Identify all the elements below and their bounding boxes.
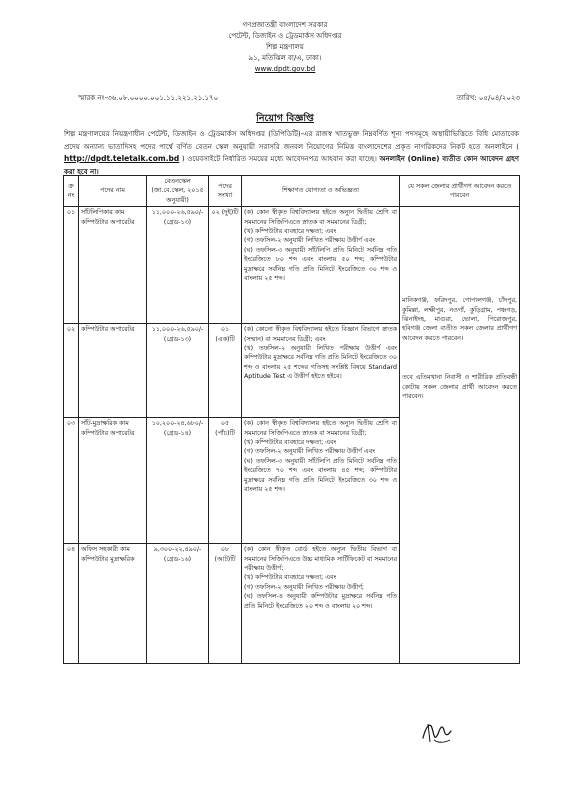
signature-mark	[420, 716, 454, 746]
table-header-row	[64, 176, 520, 207]
row-post: সাঁট-মুদ্রাক্ষরিক কাম কম্পিউটার অপারেটর	[79, 418, 147, 544]
qualification-item: (ঘ) তফসিল-৪ অনুযায়ী কম্পিউটার মুদ্রাক্ষরে সর্বনিম্ন গতি প্রতি মিনিটে ইংরেজিতে ২০ শব্দ ও বাংলায় ২০ শব্দ।	[244, 593, 397, 610]
qualification-item: (খ) কম্পিউটার ব্যবহারে দক্ষতা; এবং	[244, 439, 337, 447]
job-table	[63, 175, 520, 664]
row-qualification	[242, 418, 400, 544]
office-header	[0, 20, 570, 75]
header-line-address: ৯১, মতিঝিল বা/এ, ঢাকা।	[248, 54, 322, 62]
intro-text: শিল্প মন্ত্রণালয়ের নিয়ন্ত্রণাধীন পেটেন্ট, ডিজাইন ও ট্রেডমার্কস অধিদপ্তর (ডিপিডিটি)-এর রাজস্ব খাতভুক্ত নিম্নবর্ণিত শূন্য পদসমূহে অস্থায়ীভিত্তিতে বিধি মোতাবেক প্রদেয় অন্যান্য ভাতাদিসহ পদের পার্শ্বে বর্ণিত বেতন স্কেল অনুযায়ী সরাসরি জনবল নিয়োগের নিমিত্ত বাংলাদেশের প্রকৃত নাগরিকদের নিকট হতে অনলাইনে (	[64, 130, 519, 151]
header-count: পদের সংখ্যা	[209, 176, 242, 207]
qualification-item: (ঘ) তফসিল-৩ অনুযায়ী সাঁটলিপি প্রতি মিনিটে সর্বনিম্ন গতি ইংরেজিতে ৮০ শব্দ এবং বাংলায় ৫০ শব্দ; কম্পিউটার মুদ্রাক্ষরে সর্বনিম্ন গতি প্রতি মিনিটে ইংরেজিতে ৩০ শব্দ ও বাংলায় ২৫ শব্দ।	[244, 246, 397, 283]
qualification-item: (খ) কম্পিউটার ব্যবহারে দক্ষতা; এবং	[244, 228, 337, 236]
memo-date: তারিখ: ০৫/০৪/২০২৩	[456, 94, 520, 102]
row-post: সাঁটলিপিকার কাম কম্পিউটার অপারেটর	[79, 207, 147, 324]
qualification-item: (ঘ) তফসিল-৩ অনুযায়ী সাঁটলিপি প্রতি মিনিটে সর্বনিম্ন গতি ইংরেজিতে ৭০ শব্দ এবং বাংলায় ৪৫ শব্দ; কম্পিউটার মুদ্রাক্ষরে সর্বনিম্ন গতি প্রতি মিনিটে ইংরেজিতে ৩০ শব্দ ও বাংলায় ২৫ শব্দ।	[244, 457, 397, 494]
intro-paragraph	[64, 128, 519, 178]
row-scale: ১০,২০০-২৪,৬৮০/- (গ্রেড-১৪)	[147, 418, 209, 544]
row-qualification	[242, 207, 400, 324]
qualification-item: (খ) কম্পিউটার ব্যবহারে দক্ষতা; এবং	[244, 574, 337, 582]
row-serial: ০৪	[64, 544, 79, 664]
qualification-item: (গ) তফসিল-২ অনুযায়ী লিখিত পরীক্ষায় উত্তীর্ণ এবং	[244, 237, 375, 245]
row-post: অফিস সহকারী কাম কম্পিউটার মুদ্রাক্ষরিক	[79, 544, 147, 664]
qualification-item: (গ) তফসিল-২ অনুযায়ী লিখিত পরীক্ষায় উত্তীর্ণ;	[244, 583, 365, 591]
header-line-department: পেটেন্ট, ডিজাইন ও ট্রেডমার্কস অধিদপ্তর	[228, 32, 342, 40]
row-qualification	[242, 324, 400, 418]
row-scale: ১১,০০০-২৬,৫৯০/- (গ্রেড-১৩)	[147, 324, 209, 418]
eligible-districts-cell	[400, 207, 520, 664]
notice-title: নিয়োগ বিজ্ঞপ্তি	[256, 113, 314, 124]
online-only-note: অনলাইন (Online) ব্যতীত কোন আবেদন গ্রহণ করা হবে না।	[64, 155, 519, 176]
memo-number: স্মারক নং-৩৬.০৮.০০০০.০০১.১১.২২১.২১.১৭০	[78, 94, 219, 102]
header-scale: বেতনস্কেল (জা.বে.স্কেল, ২০১৫ অনুযায়ী)	[147, 176, 209, 207]
row-serial: ০২	[64, 324, 79, 418]
website-link[interactable]: www.dpdt.gov.bd	[254, 65, 316, 73]
qualification-item: (খ) তফসিল-২ অনুযায়ী লিখিত পরীক্ষায় উত্তীর্ণ এবং কম্পিউটার মুদ্রাক্ষরে সর্বনিম্ন গতি প্রতি মিনিটে ইংরেজিতে ৩০ শব্দ ও বাংলায় ২৫ শব্দের গতিসহ সংশ্লিষ্ট বিষয়ে Standard Aptitude Test এ উত্তীর্ণ হইতে হইবে।	[244, 345, 397, 381]
memo-row	[78, 92, 520, 104]
row-scale: ৯,৩০০-২২,৪৯০/- (গ্রেড-১৬)	[147, 544, 209, 664]
eligible-districts: মানিকগঞ্জ, ফরিদপুর, গোপালগঞ্জ, চাঁদপুর, কুমিল্লা, লক্ষীপুর, নওগাঁ, কুড়িগ্রাম, পঞ্চগড়, ঝিনাইদহ, মাগুরা, ভোলা, পিরোজপুর, হবিগঞ্জ জেলা ব্যতীত সকল জেলার প্রার্থীগণ আবেদন করতে পারবেন।	[402, 297, 517, 342]
row-post: কম্পিউটার অপারেটর	[79, 324, 147, 418]
row-count: ০৮ (আট)টি	[209, 544, 242, 664]
qualification-item: (ক) কোন স্বীকৃত বিশ্ববিদ্যালয় হইতে অন্যুন দ্বিতীয় শ্রেণি বা সমমানের সিজিপিএতে স্নাতক বা সমমানের ডিগ্রী;	[244, 209, 397, 226]
row-count: ০১ (এক)টি	[209, 324, 242, 418]
row-count: ০৫ (পাঁচ)টি	[209, 418, 242, 544]
header-line-government: গণপ্রজাতন্ত্রী বাংলাদেশ সরকার	[242, 21, 328, 29]
header-districts: যে সকল জেলার প্রার্থীগণ আবেদন করতে পারবেন	[400, 176, 520, 207]
table-row	[64, 207, 520, 324]
header-line-ministry: শিল্প মন্ত্রণালয়	[266, 43, 304, 51]
special-quota-note: তবে এতিমখানা নিবাসী ও শারীরিক প্রতিবন্ধী কোটায় সকল জেলার প্রার্থী আবেদন করতে পারবেন।	[402, 374, 517, 401]
qualification-item: (ক) কোনো স্বীকৃত বিশ্ববিদ্যালয় হইতে বিজ্ঞান বিভাগে স্নাতক (সম্মান) বা সমমানের ডিগ্রী; এবং	[244, 326, 397, 343]
row-count: ০২ (দুই)টি	[209, 207, 242, 324]
qualification-item: (গ) তফসিল-২ অনুযায়ী লিখিত পরীক্ষায় উত্তীর্ণ এবং	[244, 448, 375, 456]
header-post: পদের নাম	[79, 176, 147, 207]
application-website-link[interactable]: http://dpdt.teletalk.com.bd	[64, 154, 180, 163]
header-serial: ক্র নং	[64, 176, 79, 207]
qualification-item: (ক) কোন স্বীকৃত বোর্ড হইতে অন্যুন দ্বিতীয় বিভাগ বা সমমানের সিজিপিএতে উচ্চ মাধ্যমিক সার্টিফিকেট বা সমমানের পরীক্ষায় উত্তীর্ণ;	[244, 546, 397, 573]
row-serial: ০৩	[64, 418, 79, 544]
qualification-item: (ক) কোন স্বীকৃত বিশ্ববিদ্যালয় হইতে অন্যুন দ্বিতীয় শ্রেণি বা সমমানের সিজিপিএতে স্নাতক বা সমমানের ডিগ্রী;	[244, 420, 397, 437]
row-scale: ১১,০০০-২৬,৫৯০/- (গ্রেড-১৩)	[147, 207, 209, 324]
row-qualification	[242, 544, 400, 664]
header-qualification: শিক্ষাগত যোগ্যতা ও অভিজ্ঞতা	[242, 176, 400, 207]
row-serial: ০১	[64, 207, 79, 324]
intro-text-continued: ) ওয়েবসাইটে নির্ধারিত সময়ের মধ্যে আবেদনপত্র আহবান করা যাচ্ছে।	[181, 155, 377, 163]
